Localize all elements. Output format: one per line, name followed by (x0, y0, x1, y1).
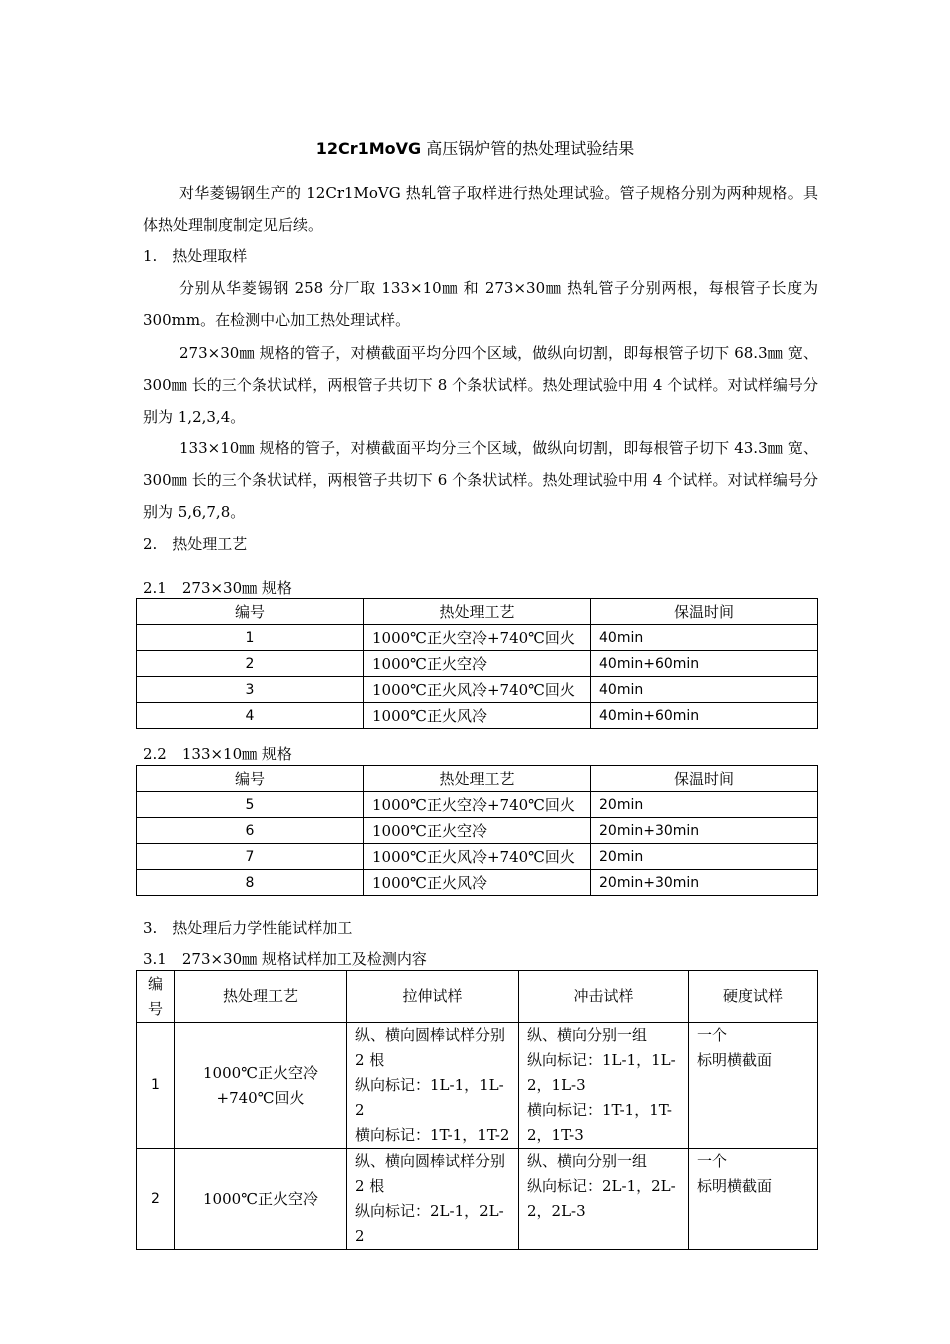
cell-number: 1 (137, 625, 364, 651)
cell-hardness: 一个 标明横截面 (689, 1023, 818, 1149)
page-title (0, 136, 950, 159)
cell-holding-time: 40min+60min (591, 651, 818, 677)
cell-process: 1000℃正火空冷 +740℃回火 (175, 1023, 347, 1149)
cell-number: 2 (137, 1149, 175, 1250)
cell-number: 1 (137, 1023, 175, 1149)
cell-process: 1000℃正火空冷 (364, 651, 591, 677)
intro-paragraph: 对华菱锡钢生产的 12Cr1MoVG 热轧管子取样进行热处理试验。管子规格分别为两种规格。具体热处理制度制定见后续。 (143, 184, 818, 234)
cell-holding-time: 20min (591, 792, 818, 818)
col-header-process: 热处理工艺 (175, 971, 347, 1023)
cell-process: 1000℃正火空冷+740℃回火 (364, 792, 591, 818)
cell-number: 4 (137, 703, 364, 729)
cell-holding-time: 40min (591, 677, 818, 703)
col-header-process: 热处理工艺 (364, 766, 591, 792)
col-header-holding-time: 保温时间 (591, 766, 818, 792)
cell-number: 7 (137, 844, 364, 870)
cell-hardness: 一个 标明横截面 (689, 1149, 818, 1250)
section3-heading: 3. 热处理后力学性能试样加工 (143, 919, 353, 937)
section2-heading: 2. 热处理工艺 (143, 535, 248, 553)
section1-paragraph-3: 133×10㎜ 规格的管子，对横截面平均分三个区域，做纵向切割，即每根管子切下 43.3㎜ 宽、300㎜ 长的三个条状试样，两根管子共切下 6 个条状试样。热处理试验中用 4 个试样。对试样编号分别为 5,6,7,8。 (143, 439, 818, 521)
cell-process: 1000℃正火风冷 (364, 703, 591, 729)
process-table-273 (136, 598, 818, 729)
table3-caption: 3.1 273×30㎜ 规格试样加工及检测内容 (143, 950, 427, 968)
cell-holding-time: 20min+30min (591, 870, 818, 896)
cell-number: 3 (137, 677, 364, 703)
section1-paragraph-1: 分别从华菱锡钢 258 分厂取 133×10㎜ 和 273×30㎜ 热轧管子分别两根，每根管子长度为 300mm。在检测中心加工热处理试样。 (143, 279, 818, 329)
col-header-number: 编 号 (137, 971, 175, 1023)
col-header-number: 编号 (137, 766, 364, 792)
cell-tensile: 纵、横向圆棒试样分别 2 根 纵向标记：1L-1，1L-2 横向标记：1T-1，1T-2 (347, 1023, 519, 1149)
table2-caption: 2.2 133×10㎜ 规格 (143, 745, 292, 763)
cell-holding-time: 40min+60min (591, 703, 818, 729)
cell-process: 1000℃正火空冷 (175, 1149, 347, 1250)
cell-process: 1000℃正火风冷+740℃回火 (364, 677, 591, 703)
col-header-hardness: 硬度试样 (689, 971, 818, 1023)
title-bold: 12Cr1MoVG (315, 139, 422, 158)
table-row (137, 792, 818, 818)
cell-process: 1000℃正火风冷+740℃回火 (364, 844, 591, 870)
col-header-holding-time: 保温时间 (591, 599, 818, 625)
section1-paragraph-2: 273×30㎜ 规格的管子，对横截面平均分四个区域，做纵向切割，即每根管子切下 68.3㎜ 宽、300㎜ 长的三个条状试样，两根管子共切下 8 个条状试样。热处理试验中用 4 个试样。对试样编号分别为 1,2,3,4。 (143, 344, 818, 426)
table-row (137, 1149, 818, 1250)
cell-holding-time: 20min+30min (591, 818, 818, 844)
cell-number: 2 (137, 651, 364, 677)
table-row (137, 870, 818, 896)
col-header-process: 热处理工艺 (364, 599, 591, 625)
cell-number: 6 (137, 818, 364, 844)
col-header-impact: 冲击试样 (519, 971, 689, 1023)
cell-impact: 纵、横向分别一组 纵向标记：2L-1，2L-2，2L-3 (519, 1149, 689, 1250)
cell-process: 1000℃正火空冷 (364, 818, 591, 844)
cell-holding-time: 40min (591, 625, 818, 651)
cell-holding-time: 20min (591, 844, 818, 870)
table-row (137, 703, 818, 729)
table-row (137, 1023, 818, 1149)
section1-heading: 1. 热处理取样 (143, 247, 248, 265)
cell-tensile: 纵、横向圆棒试样分别 2 根 纵向标记：2L-1，2L-2 (347, 1149, 519, 1250)
cell-number: 8 (137, 870, 364, 896)
table-row (137, 818, 818, 844)
table-row (137, 651, 818, 677)
title-rest: 高压锅炉管的热处理试验结果 (426, 139, 635, 158)
table-row (137, 844, 818, 870)
cell-impact: 纵、横向分别一组 纵向标记：1L-1，1L-2，1L-3 横向标记：1T-1，1T-2，1T-3 (519, 1023, 689, 1149)
table-row (137, 677, 818, 703)
specimen-table (136, 970, 818, 1250)
cell-process: 1000℃正火空冷+740℃回火 (364, 625, 591, 651)
table1-caption: 2.1 273×30㎜ 规格 (143, 579, 292, 597)
table-row (137, 625, 818, 651)
cell-process: 1000℃正火风冷 (364, 870, 591, 896)
col-header-tensile: 拉伸试样 (347, 971, 519, 1023)
process-table-133 (136, 765, 818, 896)
col-header-number: 编号 (137, 599, 364, 625)
cell-number: 5 (137, 792, 364, 818)
